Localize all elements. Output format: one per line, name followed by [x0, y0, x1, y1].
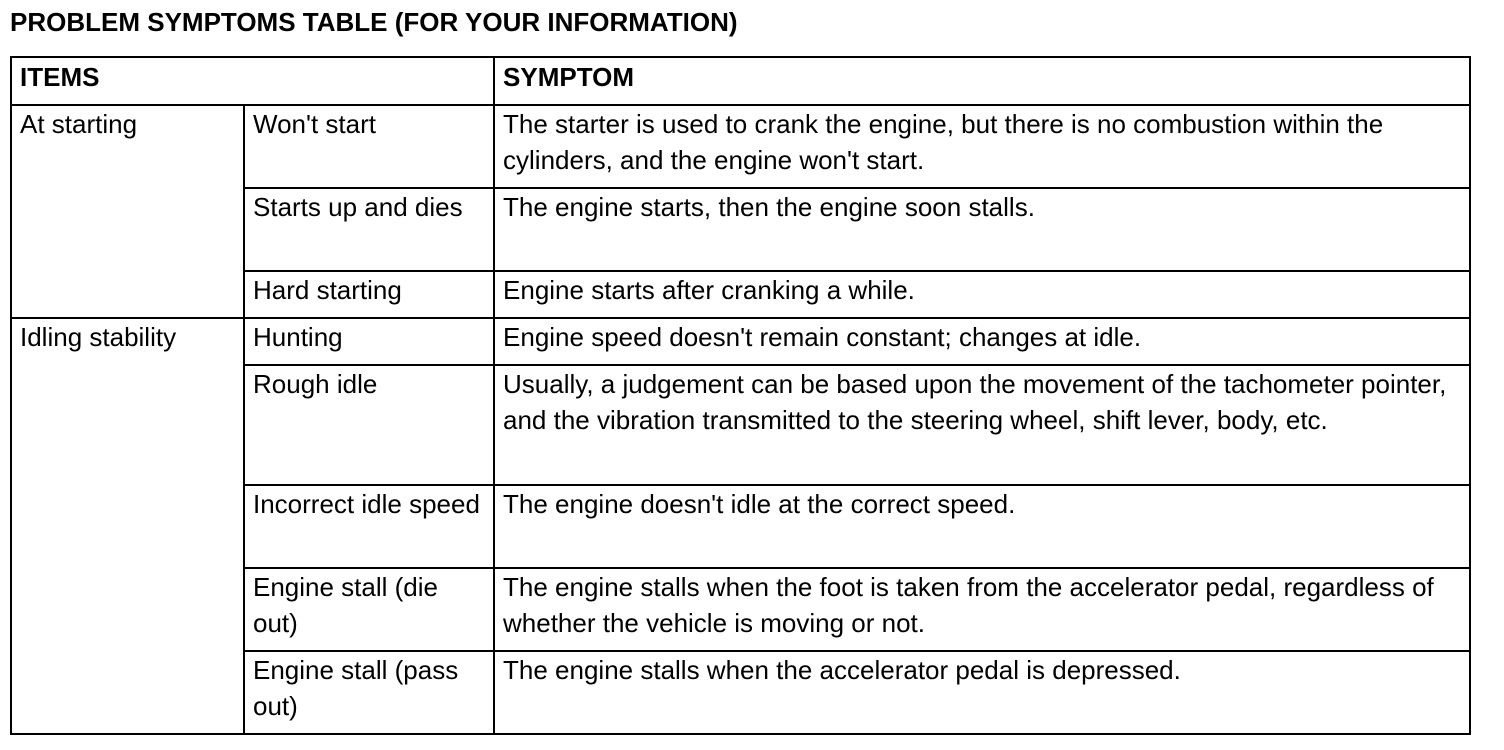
item-cell: Hunting: [244, 318, 494, 365]
symptom-cell: The engine doesn't idle at the correct speed.: [494, 485, 1470, 568]
item-cell: Incorrect idle speed: [244, 485, 494, 568]
item-cell: Rough idle: [244, 365, 494, 485]
symptom-cell: The engine stalls when the foot is taken from the accelerator pedal, regardless of whether the vehicle is moving or not.: [494, 568, 1470, 651]
table-row: [11, 105, 1470, 188]
item-cell: Engine stall (pass out): [244, 651, 494, 734]
symptom-cell: Usually, a judgement can be based upon the movement of the tachometer pointer, and the vibration transmitted to the steering wheel, shift lever, body, etc.: [494, 365, 1470, 485]
symptom-cell: Engine speed doesn't remain constant; changes at idle.: [494, 318, 1470, 365]
item-cell: Won't start: [244, 105, 494, 188]
item-cell: Hard starting: [244, 271, 494, 318]
problem-symptoms-table: [10, 56, 1471, 735]
item-cell: Starts up and dies: [244, 188, 494, 271]
group-label-at-starting: At starting: [11, 105, 244, 318]
symptom-cell: The engine starts, then the engine soon stalls.: [494, 188, 1470, 271]
symptom-cell: The engine stalls when the accelerator pedal is depressed.: [494, 651, 1470, 734]
page-title: PROBLEM SYMPTOMS TABLE (FOR YOUR INFORMATION): [10, 7, 738, 37]
group-label-idling-stability: Idling stability: [11, 318, 244, 734]
item-cell: Engine stall (die out): [244, 568, 494, 651]
table-header-row: [11, 57, 1470, 105]
symptom-cell: The starter is used to crank the engine, but there is no combustion within the cylinders, and the engine won't start.: [494, 105, 1470, 188]
table-row: [11, 318, 1470, 365]
header-symptom: SYMPTOM: [494, 57, 1470, 105]
header-items: ITEMS: [11, 57, 494, 105]
symptom-cell: Engine starts after cranking a while.: [494, 271, 1470, 318]
